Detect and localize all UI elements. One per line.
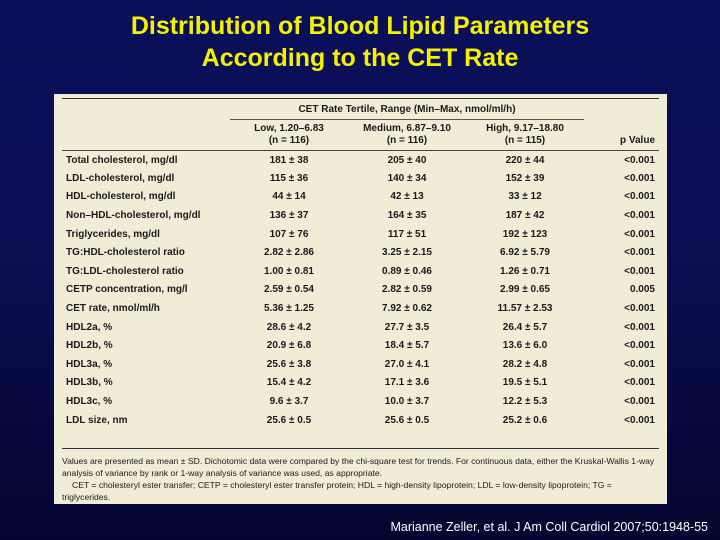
cell-pvalue: <0.001 xyxy=(624,172,655,184)
table-row xyxy=(62,299,659,318)
cell-medium: 17.1 ± 3.6 xyxy=(384,377,430,389)
table-row xyxy=(62,355,659,374)
cell-low: 2.82 ± 2.86 xyxy=(264,247,314,259)
cell-pvalue: <0.001 xyxy=(624,303,655,315)
cell-high: 11.57 ± 2.53 xyxy=(497,303,553,315)
slide-title-line1: Distribution of Blood Lipid Parameters xyxy=(130,12,590,40)
cell-high: 19.5 ± 5.1 xyxy=(502,377,548,389)
table-row xyxy=(62,188,659,207)
table-row xyxy=(62,281,659,300)
row-label: LDL-cholesterol, mg/dl xyxy=(66,172,175,184)
column-header-high-n: (n = 115) xyxy=(504,135,546,146)
table-row xyxy=(62,336,659,355)
table-row xyxy=(62,374,659,393)
row-label: HDL3a, % xyxy=(66,358,113,370)
slide-title xyxy=(0,10,720,74)
row-label: HDL-cholesterol, mg/dl xyxy=(66,191,176,203)
cell-medium: 25.6 ± 0.5 xyxy=(384,414,430,426)
cell-pvalue: <0.001 xyxy=(624,340,655,352)
cell-low: 25.6 ± 0.5 xyxy=(266,414,312,426)
cell-medium: 7.92 ± 0.62 xyxy=(382,303,432,315)
cell-pvalue: <0.001 xyxy=(624,247,655,259)
row-label: HDL3b, % xyxy=(66,377,113,389)
table-panel xyxy=(54,94,667,504)
column-header-low xyxy=(230,120,348,151)
cell-medium: 18.4 ± 5.7 xyxy=(384,340,430,352)
cell-low: 25.6 ± 3.8 xyxy=(266,358,312,370)
row-label: HDL2a, % xyxy=(66,321,113,333)
column-header-medium-n: (n = 116) xyxy=(386,135,428,146)
cell-high: 33 ± 12 xyxy=(508,191,542,203)
cell-low: 136 ± 37 xyxy=(269,210,309,222)
column-header-row xyxy=(62,120,659,151)
cell-medium: 205 ± 40 xyxy=(387,154,427,166)
row-label: CET rate, nmol/ml/h xyxy=(66,303,160,315)
column-header-medium-range: Medium, 6.87–9.10 xyxy=(363,123,451,134)
cell-high: 2.99 ± 0.65 xyxy=(500,284,550,296)
slide-title-line2: According to the CET Rate xyxy=(201,44,519,72)
cell-pvalue: 0.005 xyxy=(629,284,655,296)
row-label: Triglycerides, mg/dl xyxy=(66,228,160,240)
row-label: HDL3c, % xyxy=(66,396,113,408)
cell-pvalue: <0.001 xyxy=(624,228,655,240)
cell-pvalue: <0.001 xyxy=(624,154,655,166)
row-label: TG:LDL-cholesterol ratio xyxy=(66,265,184,277)
cell-high: 1.26 ± 0.71 xyxy=(500,265,550,277)
table-row xyxy=(62,225,659,244)
row-label: CETP concentration, mg/l xyxy=(66,284,188,296)
cell-pvalue: <0.001 xyxy=(624,358,655,370)
cell-high: 28.2 ± 4.8 xyxy=(502,358,548,370)
cell-low: 181 ± 38 xyxy=(269,154,309,166)
cell-medium: 10.0 ± 3.7 xyxy=(384,396,430,408)
cell-pvalue: <0.001 xyxy=(624,321,655,333)
lipid-table xyxy=(62,98,659,449)
cell-low: 115 ± 36 xyxy=(269,172,309,184)
column-header-high-range: High, 9.17–18.80 xyxy=(486,123,564,134)
column-header-medium xyxy=(348,120,466,151)
table-row xyxy=(62,411,659,430)
column-header-low-range: Low, 1.20–6.83 xyxy=(254,123,324,134)
table-row xyxy=(62,262,659,281)
cell-low: 9.6 ± 3.7 xyxy=(269,396,309,408)
cell-high: 192 ± 123 xyxy=(502,228,548,240)
row-label: TG:HDL-cholesterol ratio xyxy=(66,247,185,259)
row-label: Total cholesterol, mg/dl xyxy=(66,154,178,166)
cell-low: 15.4 ± 4.2 xyxy=(266,377,312,389)
table-row xyxy=(62,392,659,411)
cell-medium: 140 ± 34 xyxy=(387,172,427,184)
cell-high: 220 ± 44 xyxy=(505,154,545,166)
cell-pvalue: <0.001 xyxy=(624,414,655,426)
row-label: HDL2b, % xyxy=(66,340,113,352)
cell-pvalue: <0.001 xyxy=(624,396,655,408)
table-row xyxy=(62,151,659,170)
cell-medium: 0.89 ± 0.46 xyxy=(382,265,432,277)
cell-high: 12.2 ± 5.3 xyxy=(502,396,548,408)
cell-low: 2.59 ± 0.54 xyxy=(264,284,314,296)
cell-pvalue: <0.001 xyxy=(624,265,655,277)
row-label: Non–HDL-cholesterol, mg/dl xyxy=(66,210,201,222)
cell-pvalue: <0.001 xyxy=(624,377,655,389)
table-row xyxy=(62,206,659,225)
cell-low: 5.36 ± 1.25 xyxy=(264,303,314,315)
cell-pvalue: <0.001 xyxy=(624,191,655,203)
cell-high: 187 ± 42 xyxy=(505,210,545,222)
cell-high: 26.4 ± 5.7 xyxy=(502,321,548,333)
cell-medium: 2.82 ± 0.59 xyxy=(382,284,432,296)
cell-high: 6.92 ± 5.79 xyxy=(500,247,550,259)
cell-medium: 27.0 ± 4.1 xyxy=(384,358,430,370)
column-header-low-n: (n = 116) xyxy=(268,135,310,146)
cell-pvalue: <0.001 xyxy=(624,210,655,222)
cell-high: 25.2 ± 0.6 xyxy=(502,414,548,426)
cell-medium: 117 ± 51 xyxy=(387,228,427,240)
cell-high: 13.6 ± 6.0 xyxy=(502,340,548,352)
cell-low: 28.6 ± 4.2 xyxy=(266,321,312,333)
cell-medium: 164 ± 35 xyxy=(387,210,427,222)
cell-high: 152 ± 39 xyxy=(505,172,545,184)
row-label: LDL size, nm xyxy=(66,414,128,426)
cell-low: 1.00 ± 0.81 xyxy=(264,265,314,277)
table-footnote xyxy=(62,455,659,504)
footnote-abbreviations: CET = cholesteryl ester transfer; CETP = cholesteryl ester transfer protein; HDL = high-density lipoprotein; LDL = low-density lipoprotein; TG = triglycerides. xyxy=(62,479,612,503)
citation: Marianne Zeller, et al. J Am Coll Cardiol 2007;50:1948-55 xyxy=(390,520,708,534)
cell-medium: 3.25 ± 2.15 xyxy=(382,247,432,259)
column-header-high xyxy=(466,120,584,151)
table-row xyxy=(62,169,659,188)
table-row xyxy=(62,243,659,262)
column-header-pvalue: p Value xyxy=(619,135,655,146)
cell-low: 107 ± 76 xyxy=(269,228,309,240)
tertile-span-header: CET Rate Tertile, Range (Min–Max, nmol/ml/h) xyxy=(230,99,584,120)
table-row xyxy=(62,318,659,337)
footnote-methods: Values are presented as mean ± SD. Dichotomic data were compared by the chi-square test for trends. For continuous data, either the Kruskal-Wallis 1-way analysis of variance by rank or 1-way analysis of variance was used, as appropriate. xyxy=(62,455,655,478)
cell-low: 44 ± 14 xyxy=(272,191,306,203)
cell-medium: 27.7 ± 3.5 xyxy=(384,321,430,333)
cell-medium: 42 ± 13 xyxy=(390,191,424,203)
cell-low: 20.9 ± 6.8 xyxy=(266,340,312,352)
